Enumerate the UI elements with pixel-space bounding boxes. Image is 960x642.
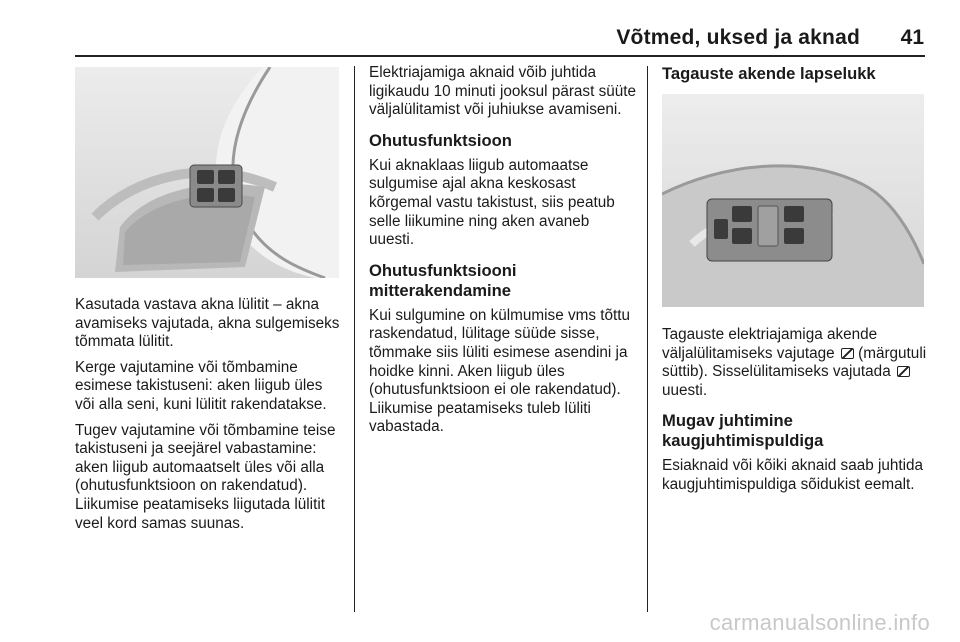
column-left [75, 67, 343, 540]
paragraph-text: Tagauste elektriajamiga akende väljalülitamiseks vajutage [662, 326, 878, 362]
column-right [662, 64, 930, 502]
paragraph: Kasutada vastava akna lülitit – akna avamiseks vajutada, akna sulgemiseks tõmmata lülitit. [75, 296, 340, 351]
paragraph: Esiaknaid või kõiki aknaid saab juhtida kaugjuhtimispuldiga sõidukist eemalt. [662, 457, 924, 493]
rear-window-lock-icon [841, 348, 854, 359]
header-divider [75, 55, 925, 57]
paragraph: Kui sulgumine on külmumise vms tõttu raskendatud, lülitage süüde sisse, tõmmake siis lüliti esimese asendini ja hoidke kinni. Aken liigub üles (ohutusfunktsioon ei ole rakendatud). Liikumise peatamiseks tuleb lüliti vabastada. [369, 306, 631, 436]
paragraph-text: (märgutuli süttib). Sisselülitamiseks vajutada [662, 344, 927, 381]
section-heading: Ohutusfunktsiooni mitterakendamine [369, 260, 517, 300]
watermark: carmanualsonline.info [709, 610, 930, 635]
paragraph: Elektriajamiga aknaid võib juhtida ligikaudu 10 minuti jooksul pärast süüte väljalülitamist või juhiukse avamiseni. [369, 64, 637, 119]
section-heading: Mugav juhtimine kaugjuhtimispuldiga [662, 411, 824, 451]
paragraph: Kerge vajutamine või tõmbamine esimese takistuseni: aken liigub üles või alla seni, kuni lülitit rakendatakse. [75, 358, 327, 413]
section-heading: Ohutusfunktsioon [369, 130, 512, 150]
child-lock-switch-figure [662, 94, 924, 307]
column-middle [369, 64, 637, 444]
paragraph-text: uuesti. [662, 381, 708, 399]
rear-window-lock-icon [897, 366, 910, 377]
page-title: Võtmed, uksed ja aknad [616, 26, 860, 49]
paragraph: Kui aknaklaas liigub automaatse sulgumise ajal akna keskosast kõrgemal vastu takistust, siis peatub selle liikumine ning aken avaneb uuesti. [369, 156, 615, 249]
section-heading: Tagauste akende lapselukk [662, 64, 876, 83]
door-window-switch-figure [75, 67, 339, 278]
paragraph [662, 326, 930, 400]
page-number: 41 [900, 26, 924, 49]
column-divider [647, 66, 648, 612]
column-divider [354, 66, 355, 612]
paragraph: Tugev vajutamine või tõmbamine teise takistuseni ja seejärel vabastamine: aken liigub automaatselt üles või alla (ohutusfunktsioon on rakendatud). Liikumise peatamiseks liigutada lülitit veel kord samas suunas. [75, 421, 336, 532]
